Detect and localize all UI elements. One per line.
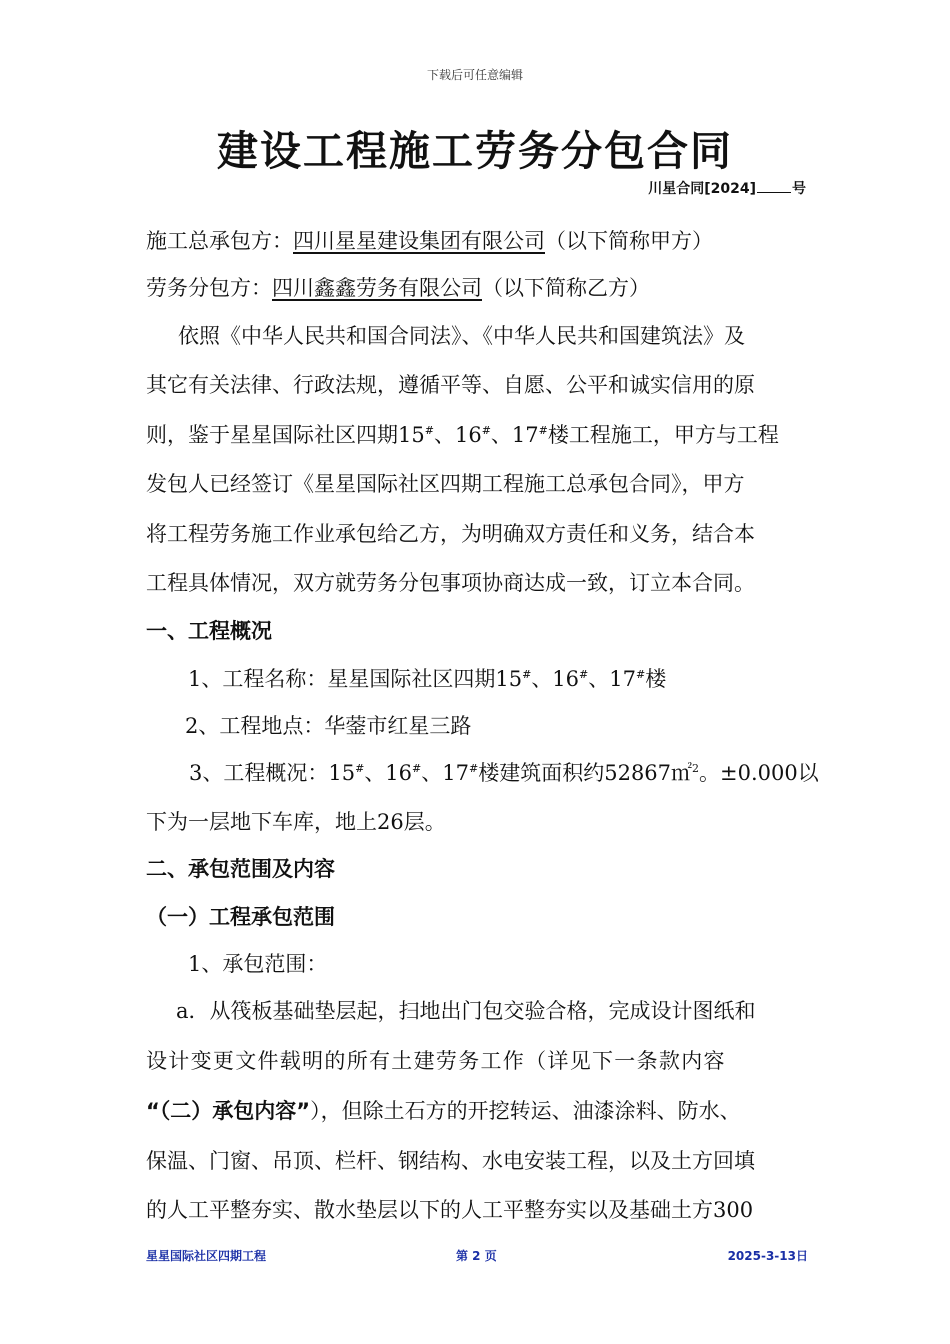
sup-mark: # — [481, 424, 491, 437]
sup-mark: # — [469, 762, 479, 775]
section1-heading: 一、工程概况 — [146, 619, 272, 643]
contract-number-prefix: 川星合同[2024] — [648, 181, 756, 197]
section2-para-a: a．从筏板基础垫层起，扫地出门包交验合格，完成设计图纸和 — [176, 999, 756, 1023]
header-note: 下载后可任意编辑 — [426, 68, 523, 82]
item-text: 、16 — [364, 761, 413, 785]
section1-item1 — [188, 663, 868, 693]
sup-mark: # — [424, 424, 434, 437]
contractor-label: 施工总承包方： — [146, 229, 293, 253]
item-text: 1、工程名称：星星国际社区四期15 — [188, 667, 523, 691]
item-text: 。±0.000以 — [699, 761, 819, 785]
section1-item3-cont: 下为一层地下车库，地上26层。 — [146, 810, 446, 834]
item-text: 、16 — [531, 667, 580, 691]
preamble-text: 则，鉴于星星国际社区四期15 — [146, 423, 425, 447]
footer-page-number: 第 2 页 — [456, 1249, 497, 1263]
preamble-line-2: 其它有关法律、行政法规，遵循平等、自愿、公平和诚实信用的原 — [146, 373, 755, 397]
sup-mark: # — [579, 668, 589, 681]
item-text: 楼 — [645, 667, 667, 691]
item-text: 、17 — [588, 667, 636, 691]
section2-para-c — [146, 1095, 826, 1125]
subcontractor-alias: （以下简称乙方） — [482, 276, 650, 300]
contractor-name: 四川星星建设集团有限公司 — [293, 229, 545, 253]
contract-number-blank — [757, 179, 791, 193]
sup-mark: # — [522, 668, 532, 681]
footer-project: 星星国际社区四期工程 — [146, 1249, 267, 1263]
section1-item2: 2、工程地点：华蓥市红星三路 — [185, 714, 472, 738]
item-text: 楼建筑面积约52867㎡ — [478, 761, 693, 785]
preamble-text: 、16 — [433, 423, 482, 447]
section2-para-e: 的人工平整夯实、散水垫层以下的人工平整夯实以及基础土方300 — [146, 1198, 754, 1222]
section2-item1: 1、承包范围： — [188, 952, 328, 976]
sup-mark: # — [355, 762, 365, 775]
subcontractor-label: 劳务分包方： — [146, 276, 272, 300]
sup-mark: # — [412, 762, 422, 775]
preamble-line-1: 依照《中华人民共和国合同法》、《中华人民共和国建筑法》及 — [178, 324, 745, 348]
preamble-line-4: 发包人已经签订《星星国际社区四期工程施工总承包合同》，甲方 — [146, 472, 745, 496]
contractor-line — [146, 225, 826, 255]
subcontractor-line — [146, 272, 826, 302]
section1-item3 — [189, 757, 869, 787]
contractor-alias: （以下简称甲方） — [545, 229, 713, 253]
preamble-text: 、17 — [490, 423, 539, 447]
item-text: 3、工程概况：15 — [189, 761, 356, 785]
para-text: ），但除土石方的开挖转运、油漆涂料、防水、 — [310, 1099, 741, 1123]
contract-number — [648, 178, 806, 198]
sup-mark: 2 — [692, 762, 700, 775]
section2-heading: 二、承包范围及内容 — [146, 857, 335, 881]
item-text: 、17 — [421, 761, 469, 785]
preamble-line-5: 将工程劳务施工作业承包给乙方，为明确双方责任和义务，结合本 — [146, 522, 755, 546]
section2-para-b: 设计变更文件载明的所有土建劳务工作（详见下一条款内容 — [146, 1049, 726, 1073]
sup-mark: # — [636, 668, 646, 681]
preamble-text: 楼工程施工，甲方与工程 — [547, 423, 779, 447]
contract-number-suffix: 号 — [792, 181, 806, 197]
sup-mark: # — [538, 424, 548, 437]
bold-reference: “（二）承包内容” — [146, 1099, 311, 1123]
page-title: 建设工程施工劳务分包合同 — [217, 127, 733, 175]
preamble-line-6: 工程具体情况，双方就劳务分包事项协商达成一致，订立本合同。 — [146, 571, 755, 595]
subcontractor-name: 四川鑫鑫劳务有限公司 — [272, 276, 482, 300]
page-footer — [146, 1247, 808, 1265]
preamble-line-3 — [146, 419, 826, 449]
footer-date: 2025-3-13日 — [727, 1249, 808, 1263]
section2-para-d: 保温、门窗、吊顶、栏杆、钢结构、水电安装工程，以及土方回填 — [146, 1149, 755, 1173]
section2-subheading: （一）工程承包范围 — [146, 905, 335, 929]
